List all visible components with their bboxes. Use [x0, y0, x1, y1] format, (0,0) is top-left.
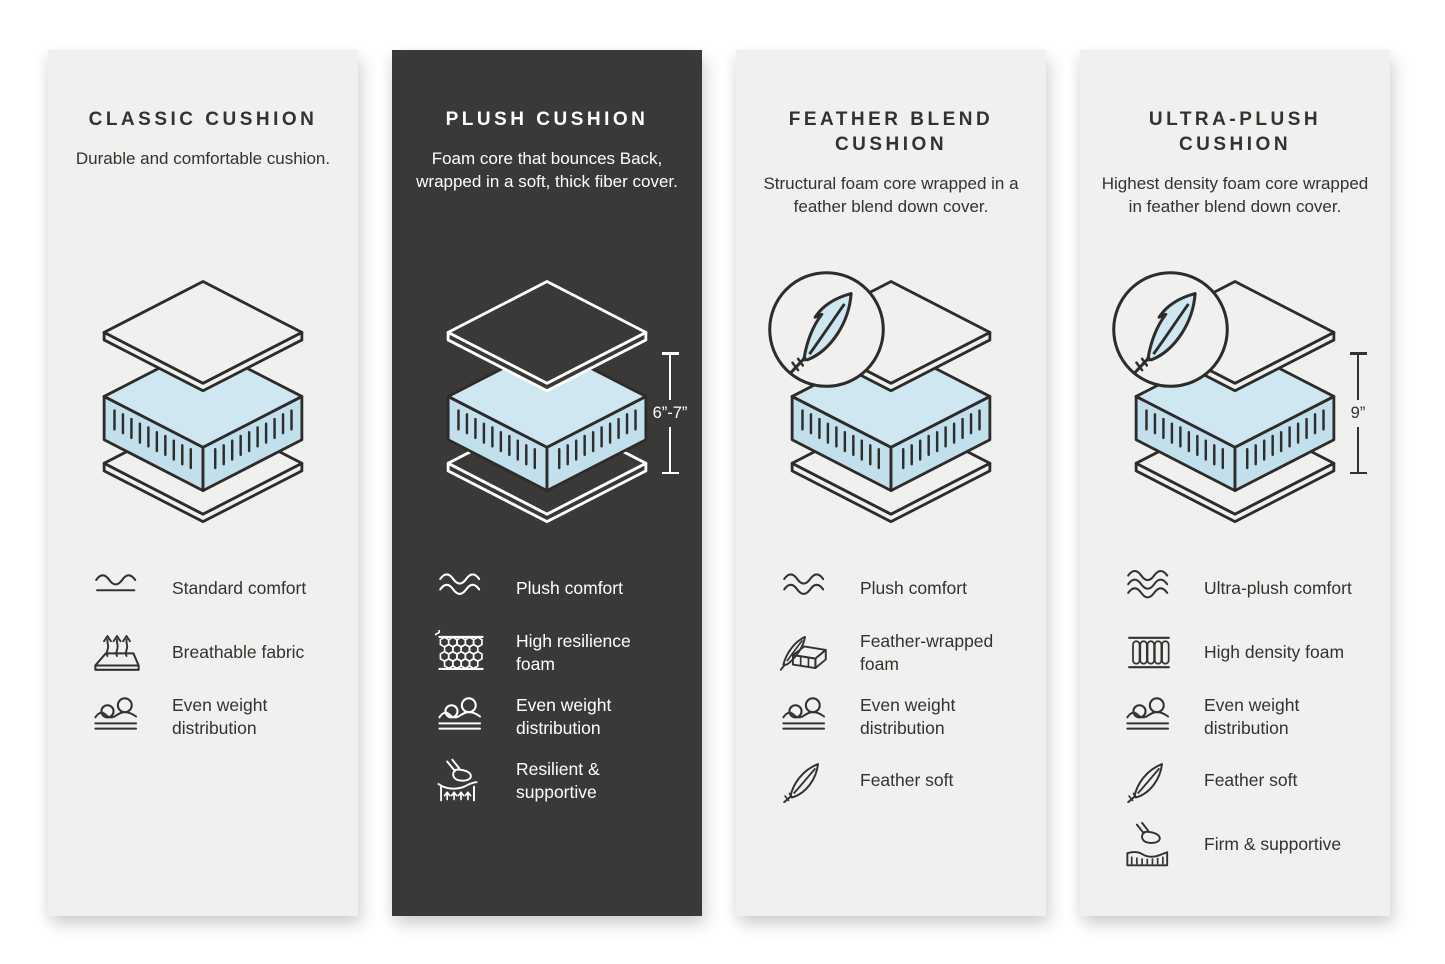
feature-label: Even weight distribution: [1204, 695, 1300, 738]
card-title: CLASSIC CUSHION: [88, 109, 318, 130]
cushion-diagram: [778, 274, 1004, 534]
card-classic-cushion: [48, 50, 358, 916]
feather-badge: [765, 268, 888, 391]
feature-row: [776, 694, 1038, 739]
dimension-label: 6”-7”: [652, 403, 688, 422]
layered-cushion-illustration: [90, 274, 316, 533]
wave-icon: [776, 566, 834, 611]
feather-badge: [1109, 268, 1232, 391]
wave-icon: [432, 566, 490, 611]
feature-label: Feather soft: [1204, 770, 1298, 791]
feature-label: Feather-wrapped foam: [860, 631, 994, 674]
foam-cells-icon: [1120, 630, 1178, 675]
weight-distribution-icon: [88, 694, 146, 739]
feature-row: [1120, 694, 1382, 739]
dimension-line: [669, 427, 672, 472]
feature-row: [776, 566, 1038, 611]
feature-list: [432, 566, 694, 803]
honeycomb-foam-icon: [432, 630, 490, 675]
feature-row: [88, 694, 350, 739]
layered-cushion-illustration: [434, 274, 660, 533]
feature-row: [1120, 758, 1382, 803]
card-title: PLUSH CUSHION: [445, 109, 649, 130]
feature-list: [88, 566, 350, 739]
dimension-line: [1357, 355, 1360, 400]
height-dimension-indicator: [644, 352, 696, 474]
feature-label: Plush comfort: [860, 578, 967, 599]
feature-label: Standard comfort: [172, 578, 307, 599]
card-plush-cushion: [392, 50, 702, 916]
feature-label: High resilience foam: [516, 631, 631, 674]
weight-distribution-icon: [776, 694, 834, 739]
feature-row: [432, 630, 694, 675]
card-description: Durable and comfortable cushion.: [75, 149, 331, 169]
dimension-cap-bottom: [662, 472, 679, 475]
cushion-diagram: [90, 274, 316, 534]
card-description: Foam core that bounces Back, wrapped in a soft, thick fiber cover.: [416, 149, 678, 192]
feature-label: Even weight distribution: [172, 695, 268, 738]
weight-distribution-icon: [1120, 694, 1178, 739]
card-title: FEATHER BLEND CUSHION: [788, 109, 994, 156]
card-title: ULTRA-PLUSH CUSHION: [1148, 109, 1322, 156]
card-ultra-plush-cushion: [1080, 50, 1390, 916]
feature-row: [88, 630, 350, 675]
dimension-cap-bottom: [1350, 472, 1367, 475]
resilient-support-icon: [432, 758, 490, 803]
card-feather-blend-cushion: [736, 50, 1046, 916]
breathable-fabric-icon: [88, 630, 146, 675]
feature-label: Feather soft: [860, 770, 954, 791]
feature-label: Even weight distribution: [860, 695, 956, 738]
card-description: Highest density foam core wrapped in feather blend down cover.: [1101, 174, 1369, 217]
height-dimension-indicator: [1332, 352, 1384, 474]
feather-icon: [776, 758, 834, 803]
feature-row: [432, 694, 694, 739]
feature-list: [1120, 566, 1382, 867]
triple-wave-icon: [1120, 566, 1178, 611]
feature-label: Breathable fabric: [172, 642, 305, 663]
feature-label: Firm & supportive: [1204, 834, 1342, 855]
cushion-diagram: [434, 274, 688, 534]
feature-row: [432, 758, 694, 803]
feature-row: [776, 630, 1038, 675]
dimension-label: 9”: [1350, 403, 1366, 422]
cushion-diagram: [1122, 274, 1366, 534]
feature-label: Even weight distribution: [516, 695, 612, 738]
dimension-line: [669, 355, 672, 400]
feature-row: [1120, 630, 1382, 675]
wave-icon: [88, 566, 146, 611]
feature-row: [88, 566, 350, 611]
feature-label: Resilient & supportive: [516, 759, 600, 802]
card-description: Structural foam core wrapped in a feather blend down cover.: [763, 174, 1019, 217]
feature-label: Plush comfort: [516, 578, 623, 599]
feature-list: [776, 566, 1038, 803]
feature-label: High density foam: [1204, 642, 1345, 663]
feather-icon: [1120, 758, 1178, 803]
feature-row: [432, 566, 694, 611]
feature-label: Ultra-plush comfort: [1204, 578, 1352, 599]
feature-row: [1120, 566, 1382, 611]
dimension-line: [1357, 427, 1360, 472]
feather-wrapped-foam-icon: [776, 630, 834, 675]
weight-distribution-icon: [432, 694, 490, 739]
feature-row: [776, 758, 1038, 803]
feature-row: [1120, 822, 1382, 867]
firm-support-icon: [1120, 822, 1178, 867]
